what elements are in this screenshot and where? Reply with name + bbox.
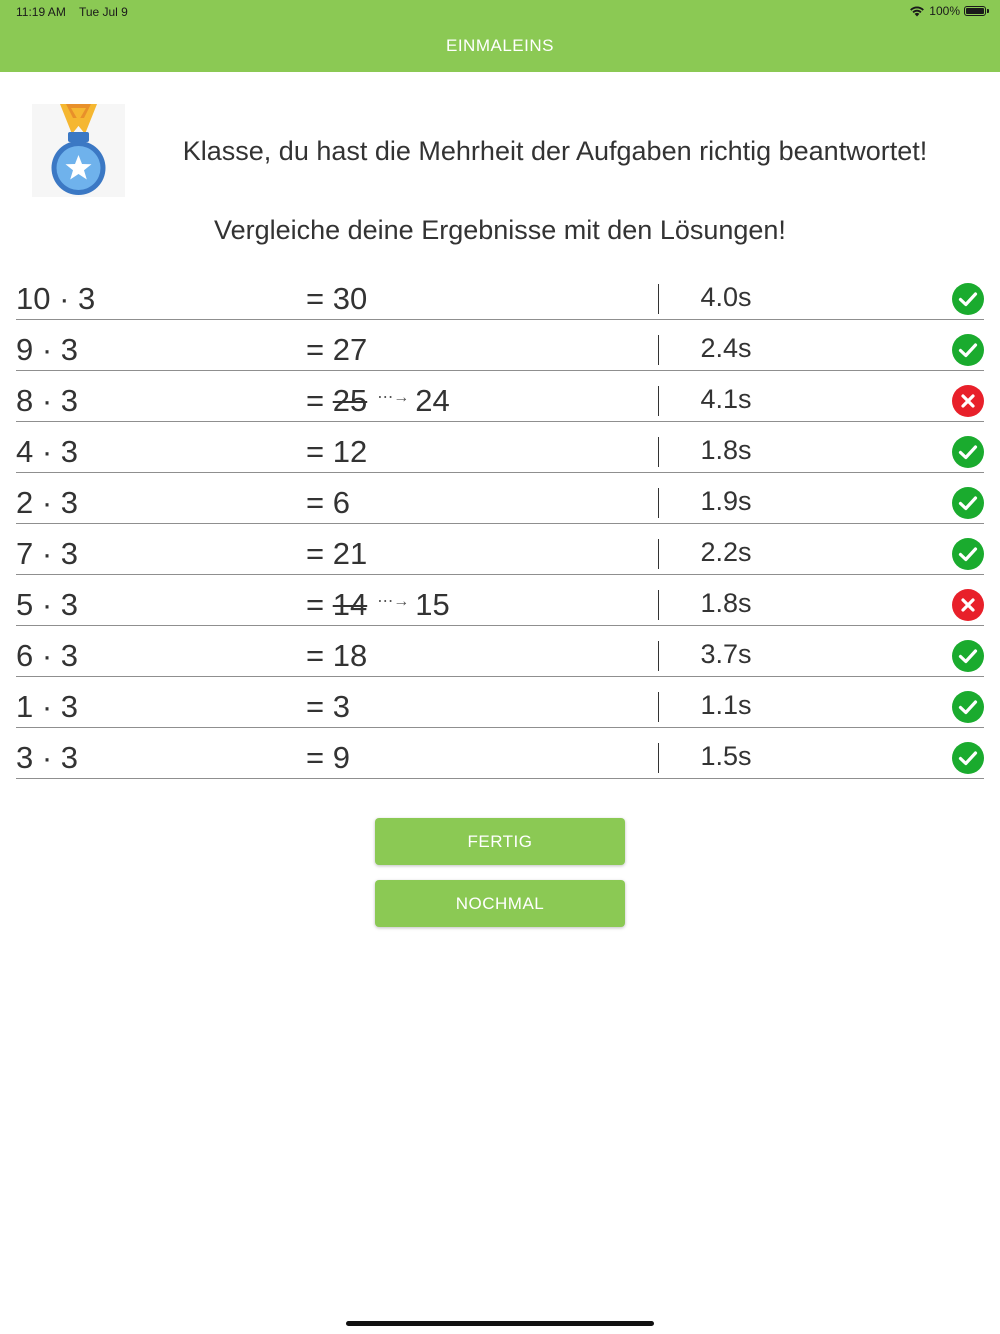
answer-text: = 30 [306, 281, 368, 316]
results-list [16, 269, 984, 779]
task-label: 5 · 3 [16, 587, 79, 622]
result-row [16, 320, 984, 371]
answer-text: = 6 [306, 485, 350, 520]
battery-percent: 100% [929, 4, 960, 18]
time-label: 1.8s [700, 435, 752, 465]
correct-answer: 15 [415, 587, 450, 622]
time-label: 3.7s [700, 639, 752, 669]
result-headline: Klasse, du hast die Mehrheit der Aufgaben richtig beantwortet! [182, 136, 928, 166]
battery-icon [964, 6, 986, 16]
time-label: 2.2s [700, 537, 752, 567]
task-label: 10 · 3 [16, 281, 96, 316]
result-row [16, 473, 984, 524]
arrow-icon: ⋯→ [377, 593, 410, 610]
task-label: 2 · 3 [16, 485, 79, 520]
answer-label [306, 383, 450, 419]
column-divider [658, 590, 659, 620]
cross-icon [952, 589, 984, 621]
result-row [16, 575, 984, 626]
column-divider [658, 641, 659, 671]
done-button[interactable]: FERTIG [375, 818, 625, 865]
column-divider [658, 692, 659, 722]
answer-label [306, 485, 350, 521]
result-row [16, 422, 984, 473]
result-row [16, 728, 984, 779]
cross-icon [952, 385, 984, 417]
answer-text: = 3 [306, 689, 350, 724]
column-divider [658, 386, 659, 416]
column-divider [658, 488, 659, 518]
result-row [16, 371, 984, 422]
home-indicator[interactable] [346, 1321, 654, 1326]
status-time: 11:19 AM [16, 5, 66, 19]
task-label: 7 · 3 [16, 536, 79, 571]
result-row [16, 524, 984, 575]
task-label: 1 · 3 [16, 689, 79, 724]
check-icon [952, 640, 984, 672]
answer-label [306, 536, 367, 572]
answer-label [306, 689, 350, 725]
task-label: 8 · 3 [16, 383, 79, 418]
column-divider [658, 284, 659, 314]
task-label: 9 · 3 [16, 332, 79, 367]
nav-title: EINMALEINS [446, 36, 554, 55]
wifi-icon [909, 5, 925, 17]
again-button[interactable]: NOCHMAL [375, 880, 625, 927]
check-icon [952, 487, 984, 519]
result-subline: Vergleiche deine Ergebnisse mit den Lösungen! [214, 215, 786, 245]
time-label: 1.1s [700, 690, 752, 720]
time-label: 4.0s [700, 282, 752, 312]
check-icon [952, 436, 984, 468]
answer-text: = 21 [306, 536, 368, 571]
time-label: 1.9s [700, 486, 752, 516]
result-row [16, 269, 984, 320]
check-icon [952, 691, 984, 723]
answer-label [306, 332, 367, 368]
check-icon [952, 742, 984, 774]
check-icon [952, 283, 984, 315]
task-label: 3 · 3 [16, 740, 79, 775]
answer-text: = 18 [306, 638, 368, 673]
medal-image [32, 104, 125, 197]
status-bar-left [16, 5, 138, 19]
arrow-icon: ⋯→ [377, 389, 410, 406]
answer-label [306, 587, 450, 623]
column-divider [658, 743, 659, 773]
time-label: 1.8s [700, 588, 752, 618]
result-row [16, 626, 984, 677]
answer-text: = 12 [306, 434, 368, 469]
answer-text: = [306, 587, 333, 622]
column-divider [658, 437, 659, 467]
status-bar-right [909, 4, 986, 18]
answer-label [306, 281, 367, 317]
answer-text: = 27 [306, 332, 368, 367]
time-label: 4.1s [700, 384, 752, 414]
time-label: 1.5s [700, 741, 752, 771]
column-divider [658, 335, 659, 365]
task-label: 6 · 3 [16, 638, 79, 673]
answer-label [306, 740, 350, 776]
answer-label [306, 638, 367, 674]
check-icon [952, 538, 984, 570]
task-label: 4 · 3 [16, 434, 79, 469]
wrong-answer: 25 [332, 383, 368, 418]
time-label: 2.4s [700, 333, 752, 363]
column-divider [658, 539, 659, 569]
correct-answer: 24 [415, 383, 450, 418]
top-bar [0, 0, 1000, 72]
wrong-answer: 14 [332, 587, 368, 622]
answer-label [306, 434, 367, 470]
status-date: Tue Jul 9 [78, 5, 128, 19]
answer-text: = 9 [306, 740, 350, 775]
answer-text: = [306, 383, 333, 418]
result-row [16, 677, 984, 728]
medal-icon [32, 104, 125, 197]
check-icon [952, 334, 984, 366]
